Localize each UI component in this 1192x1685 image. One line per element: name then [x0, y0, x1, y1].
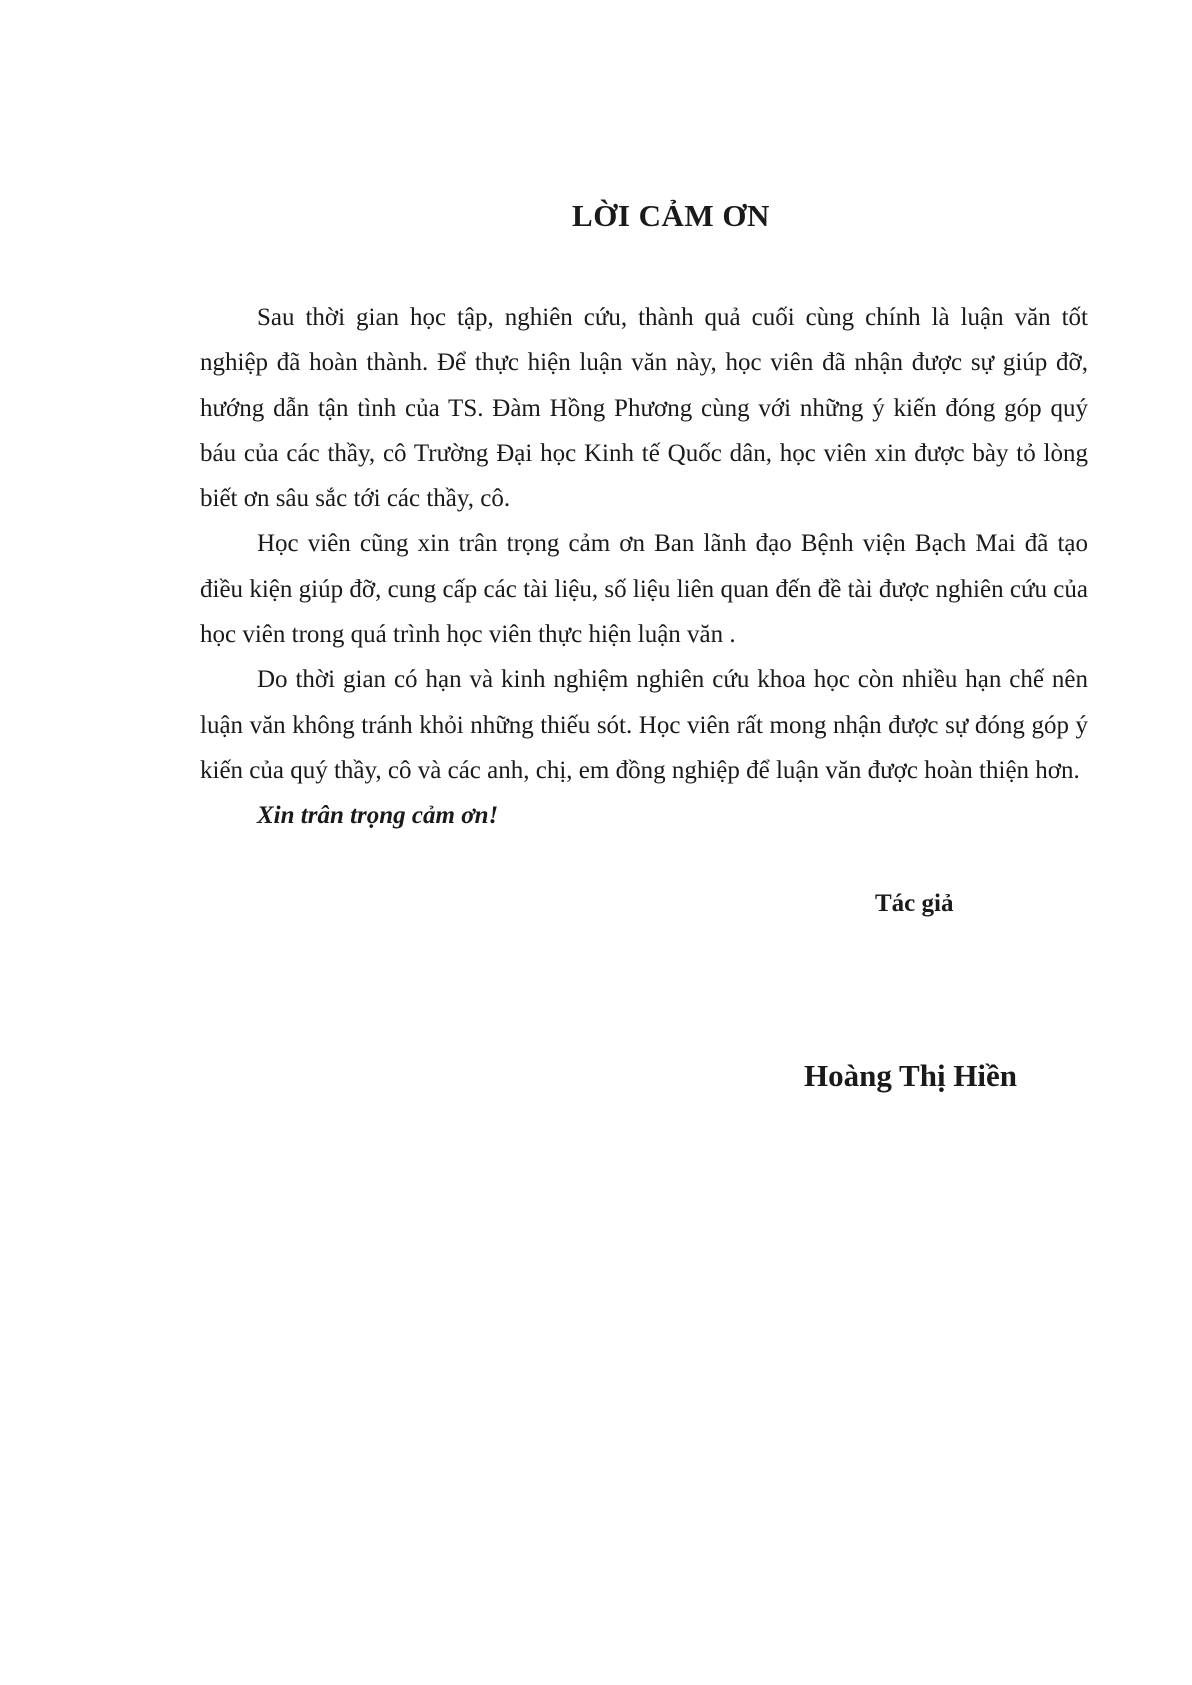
- paragraph-1: Sau thời gian học tập, nghiên cứu, thành quả cuối cùng chính là luận văn tốt nghiệp đã hoàn thành. Để thực hiện luận văn này, học viên đã nhận được sự giúp đỡ, hướng dẫn tận tình của TS. Đàm Hồng Phương cùng với những ý kiến đóng góp quý báu của các thầy, cô Trường Đại học Kinh tế Quốc dân, học viên xin được bày tỏ lòng biết ơn sâu sắc tới các thầy, cô.: [200, 304, 1088, 513]
- author-role: Tác giả: [875, 890, 954, 917]
- acknowledgement-body: [200, 295, 1088, 839]
- author-name: Hoàng Thị Hiền: [804, 1058, 1018, 1093]
- closing-line: Xin trân trọng cảm ơn!: [257, 802, 499, 830]
- paragraph-2: Học viên cũng xin trân trọng cảm ơn Ban lãnh đạo Bệnh viện Bạch Mai đã tạo điều kiện giúp đỡ, cung cấp các tài liệu, số liệu liên quan đến đề tài được nghiên cứu của học viên trong quá trình học viên thực hiện luận văn .: [200, 530, 1088, 649]
- page-title: LỜI CẢM ƠN: [572, 198, 770, 233]
- paragraph-3: Do thời gian có hạn và kinh nghiệm nghiên cứu khoa học còn nhiều hạn chế nên luận văn không tránh khỏi những thiếu sót. Học viên rất mong nhận được sự đóng góp ý kiến của quý thầy, cô và các anh, chị, em đồng nghiệp để luận văn được hoàn thiện hơn.: [200, 666, 1088, 784]
